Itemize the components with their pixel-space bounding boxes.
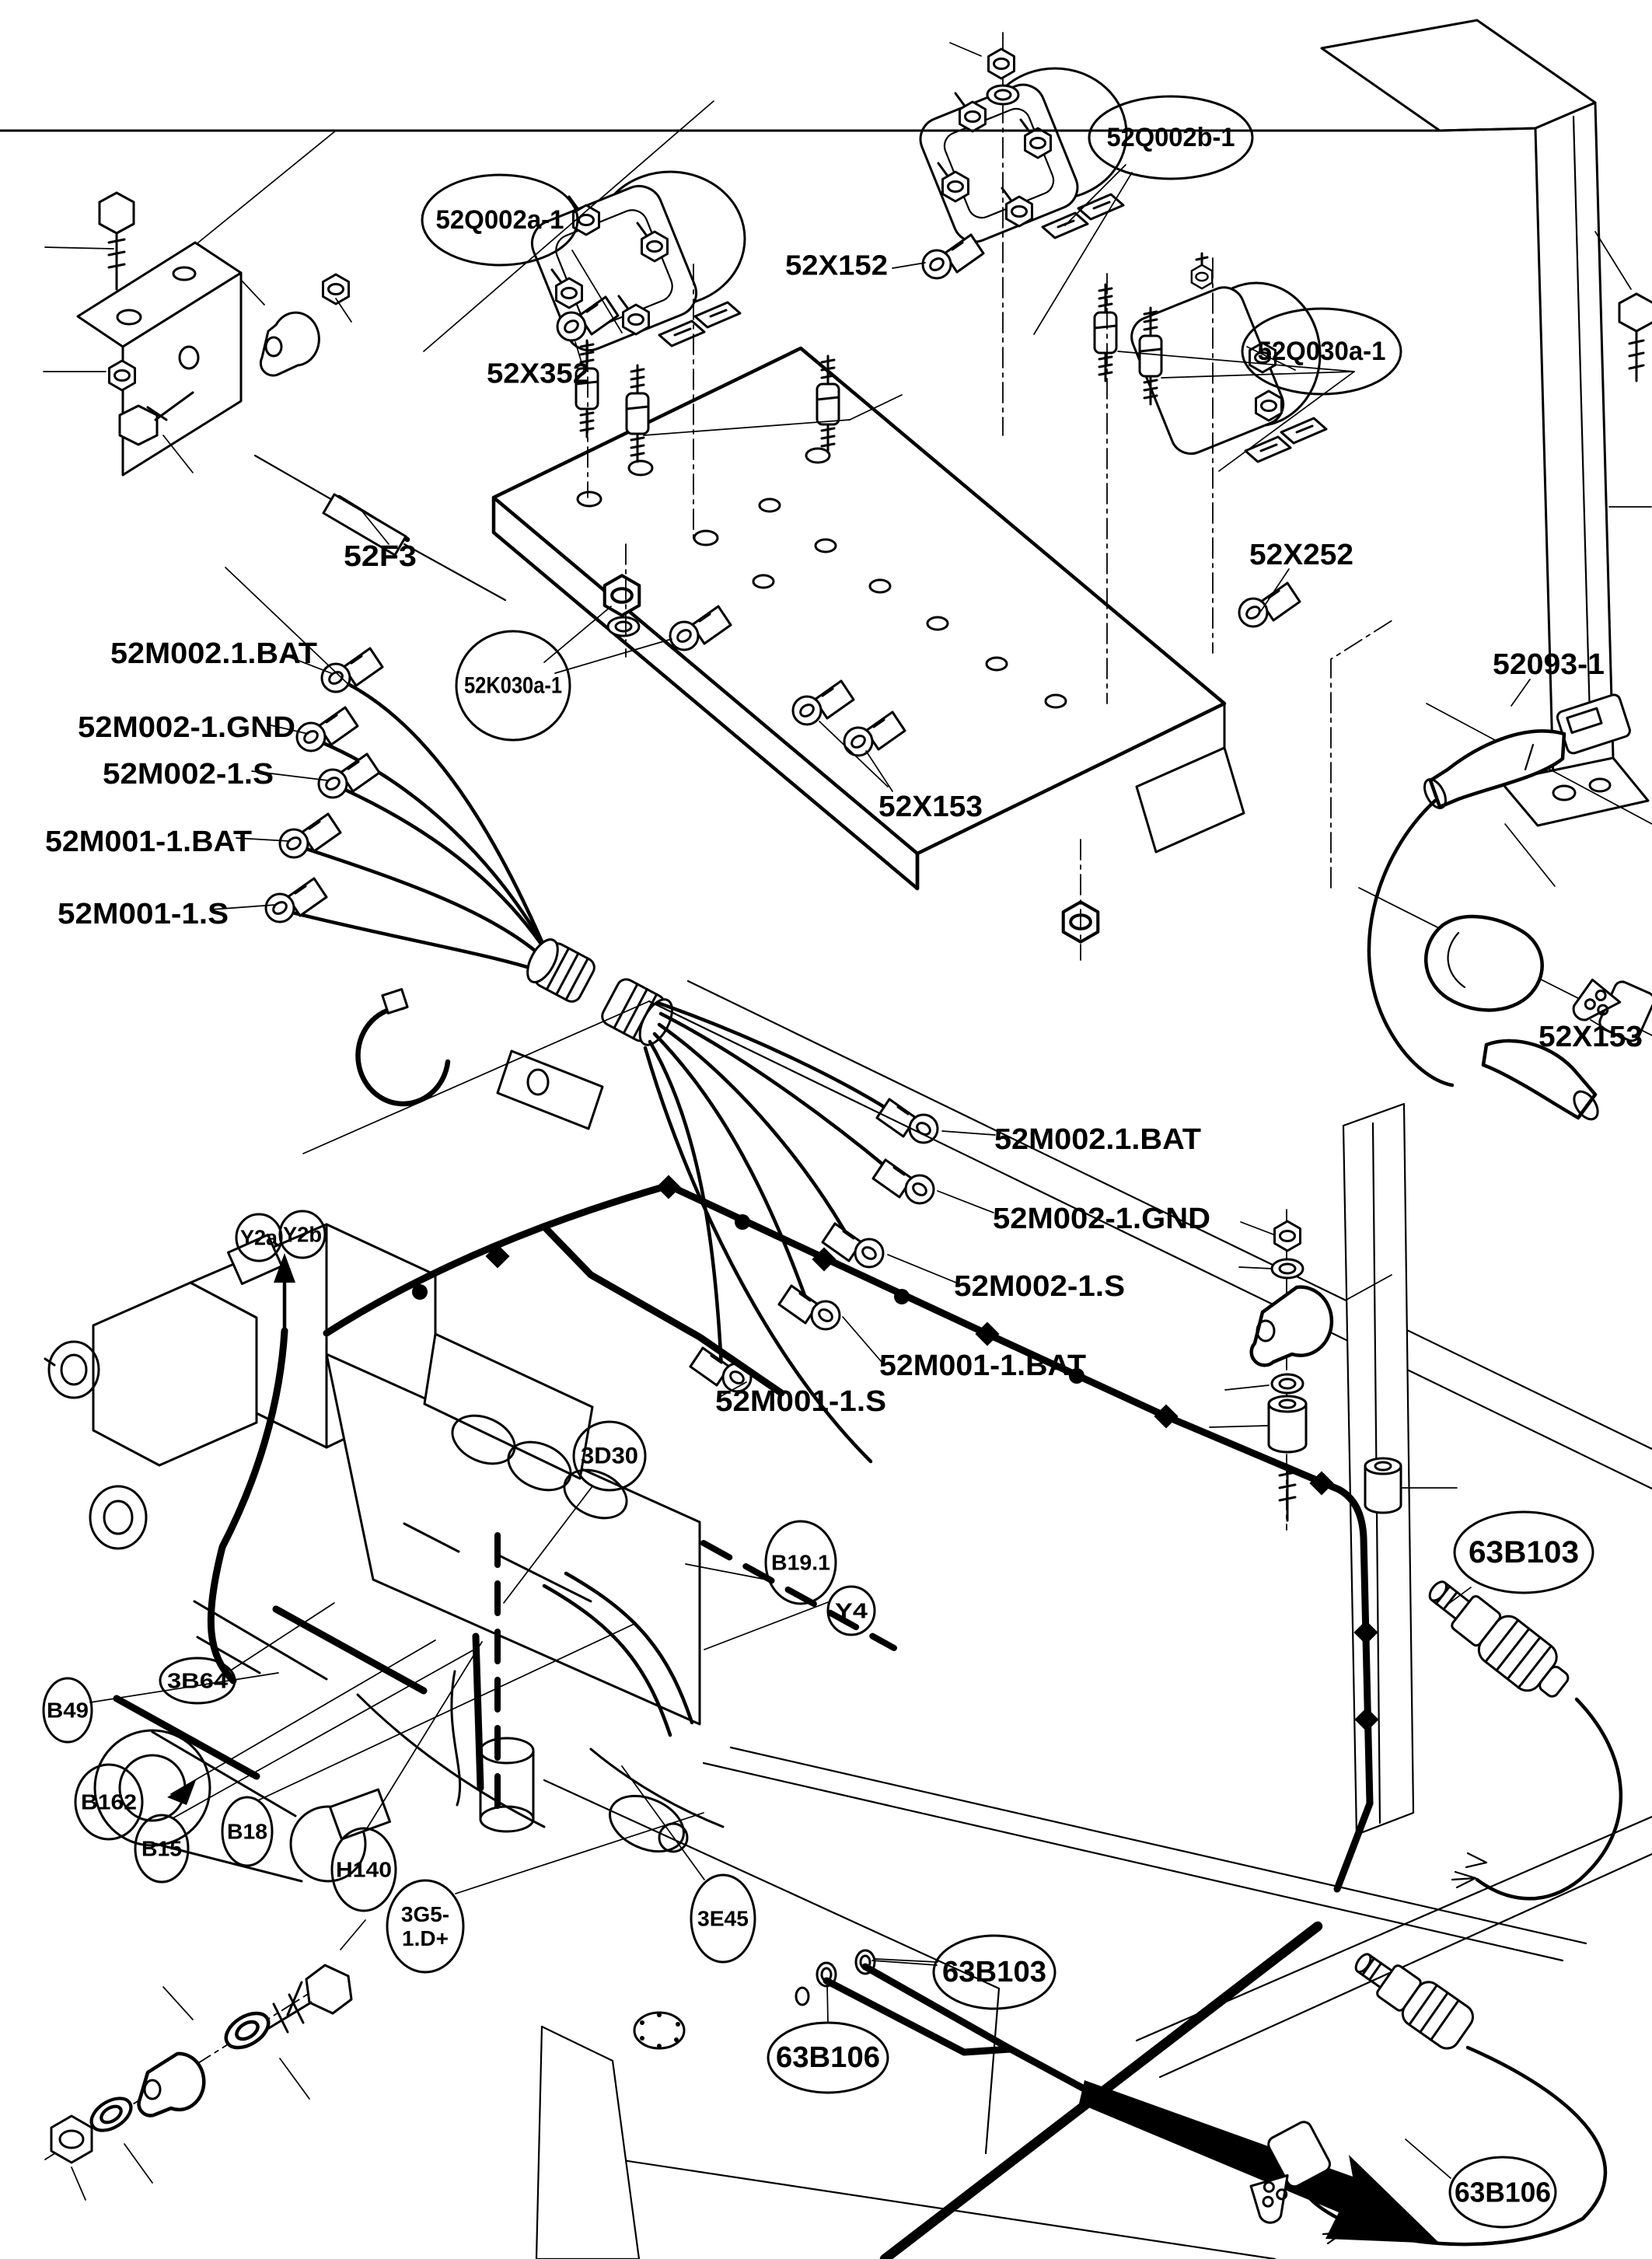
svg-text:52M001-1.S: 52M001-1.S [715,1385,886,1418]
label-52x152 [785,250,888,281]
svg-text:52M002-1.S: 52M002-1.S [103,758,274,791]
label-52m002-1-s-left [103,758,274,791]
label-52m001-1-s-right [715,1385,886,1418]
svg-text:52Q002a-1: 52Q002a-1 [435,205,564,235]
solenoid-52q002b [914,68,1126,248]
fuse-52f3 [255,456,505,600]
label-52x252 [1249,539,1353,571]
svg-text:B49: B49 [47,1698,89,1723]
svg-text:B19.1: B19.1 [771,1550,830,1575]
callout-52k030a-1 [456,631,570,740]
callout-b18 [222,1797,272,1866]
svg-text:52F3: 52F3 [344,540,417,573]
svg-text:1.D+: 1.D+ [402,1926,449,1951]
label-52m002-1-bat-left [110,637,317,670]
svg-text:3E45: 3E45 [697,1906,749,1931]
callout-63b106-tank [768,2023,888,2093]
svg-text:Y4: Y4 [835,1598,868,1623]
svg-text:52X252: 52X252 [1249,539,1353,571]
svg-text:Y2b: Y2b [283,1222,322,1247]
svg-text:52X152: 52X152 [785,249,888,281]
callout-52q002a-1 [422,175,578,265]
callout-b162 [75,1765,142,1839]
svg-text:52M002-1.S: 52M002-1.S [954,1270,1125,1303]
bottom-harness-arrow [826,1803,1440,2259]
callout-b49 [44,1678,92,1742]
svg-text:63B103: 63B103 [942,1956,1046,1988]
callout-3b64 [160,1658,235,1703]
callout-b15 [135,1815,188,1882]
callout-b19-1 [766,1521,836,1604]
svg-text:52M001-1.S: 52M001-1.S [58,898,229,930]
callout-63b103-tank [934,1936,1055,2009]
svg-text:52M001-1.BAT: 52M001-1.BAT [45,826,252,858]
callout-3d30 [574,1422,645,1490]
label-52x153-right [1538,1021,1643,1053]
callout-63b106-sensor [1450,2157,1556,2227]
engine-sketch [45,1224,723,1881]
svg-text:63B103: 63B103 [1469,1535,1579,1569]
svg-text:Y2a: Y2a [240,1225,278,1250]
callout-63b103-sensor [1455,1512,1593,1593]
callout-h140 [332,1828,396,1911]
sensor-63b103 [1417,1566,1621,1898]
svg-text:63B106: 63B106 [1455,2176,1551,2208]
id-tag [498,1051,602,1129]
svg-text:3B64: 3B64 [167,1668,229,1693]
svg-text:3D30: 3D30 [581,1443,638,1469]
fastener-chain-bottom-left [45,1920,365,2200]
label-52m001-1-bat-left [45,826,252,858]
label-52m002-1-s-right [954,1270,1125,1303]
mounting-bracket-left [44,131,351,475]
label-52m002-1-bat-right [994,1123,1201,1156]
svg-text:52M001-1.BAT: 52M001-1.BAT [879,1349,1086,1382]
callout-52q030a-1 [1242,309,1401,394]
cable-tie [358,1007,448,1104]
svg-text:52Q030a-1: 52Q030a-1 [1257,337,1386,366]
svg-text:B18: B18 [227,1819,267,1844]
svg-text:52K030a-1: 52K030a-1 [464,672,562,699]
callout-52q002b-1 [1089,96,1252,179]
label-52m002-1-gnd-right [993,1203,1210,1235]
label-52m002-1-gnd-left [78,711,295,744]
svg-text:52X153: 52X153 [1538,1021,1643,1053]
svg-text:52M002-1.GND: 52M002-1.GND [78,711,295,744]
svg-text:52X352: 52X352 [487,357,589,389]
svg-text:52Q002b-1: 52Q002b-1 [1106,123,1235,152]
svg-text:52X153: 52X153 [878,791,983,823]
mounting-plate [494,348,1244,960]
label-52m001-1-bat-right [879,1349,1086,1382]
svg-text:B15: B15 [141,1836,182,1861]
label-52093-1 [1493,648,1605,681]
svg-text:H140: H140 [336,1857,392,1882]
svg-text:3G5-: 3G5- [400,1901,450,1926]
callout-3g5-1dplus [387,1880,463,1972]
label-52m001-1-s-left [58,898,229,930]
label-52f3 [344,540,417,573]
svg-text:63B106: 63B106 [776,2041,880,2074]
svg-text:52M002-1.GND: 52M002-1.GND [993,1203,1210,1235]
svg-text:B162: B162 [81,1789,137,1814]
chassis-frame [303,619,1652,2077]
svg-text:52M002.1.BAT: 52M002.1.BAT [110,637,317,670]
label-52x352 [487,358,589,389]
callout-3e45 [691,1875,755,1962]
svg-text:52M002.1.BAT: 52M002.1.BAT [994,1123,1201,1156]
label-52x153-plate [878,791,983,823]
svg-text:52093-1: 52093-1 [1493,648,1605,681]
clamp-stack-right [1210,1210,1457,1530]
